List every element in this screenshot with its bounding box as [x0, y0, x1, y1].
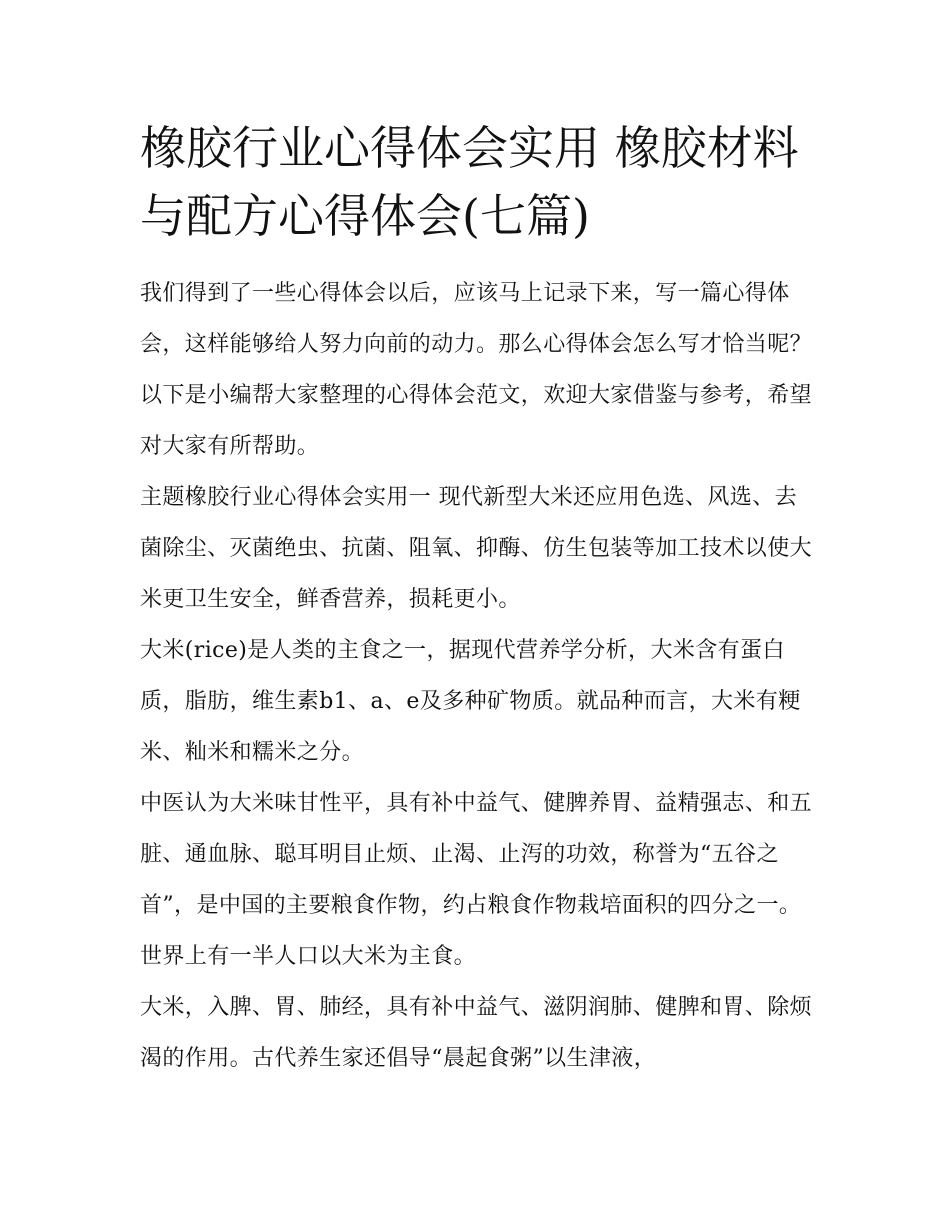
document-body [140, 268, 812, 1084]
paragraph-rice-effects: 大米，入脾、胃、肺经，具有补中益气、滋阴润肺、健脾和胃、除烦渴的作用。古代养生家还倡导“晨起食粥”以生津液， [140, 995, 813, 1071]
paragraph-intro: 我们得到了一些心得体会以后，应该马上记录下来，写一篇心得体会，这样能够给人努力向前的动力。那么心得体会怎么写才恰当呢？以下是小编帮大家整理的心得体会范文，欢迎大家借鉴与参考，希望对大家有所帮助。 [140, 281, 813, 459]
document-title: 橡胶行业心得体会实用 橡胶材料与配方心得体会(七篇) [140, 121, 799, 243]
document-page [140, 114, 812, 1084]
paragraph-rice-nutrition: 大米(rice)是人类的主食之一，据现代营养学分析，大米含有蛋白质，脂肪，维生素b1、a、e及多种矿物质。就品种而言，大米有粳米、籼米和糯米之分。 [140, 638, 801, 765]
paragraph-rice-processing: 主题橡胶行业心得体会实用一 现代新型大米还应用色选、风选、去菌除尘、灭菌绝虫、抗菌、阻氧、抑酶、仿生包装等加工技术以使大米更卫生安全，鲜香营养，损耗更小。 [140, 485, 813, 612]
paragraph-chinese-medicine: 中医认为大米味甘性平，具有补中益气、健脾养胃、益精强志、和五脏、通血脉、聪耳明目止烦、止渴、止泻的功效，称誉为“五谷之首”，是中国的主要粮食作物，约占粮食作物栽培面积的四分之一。世界上有一半人口以大米为主食。 [140, 791, 813, 969]
